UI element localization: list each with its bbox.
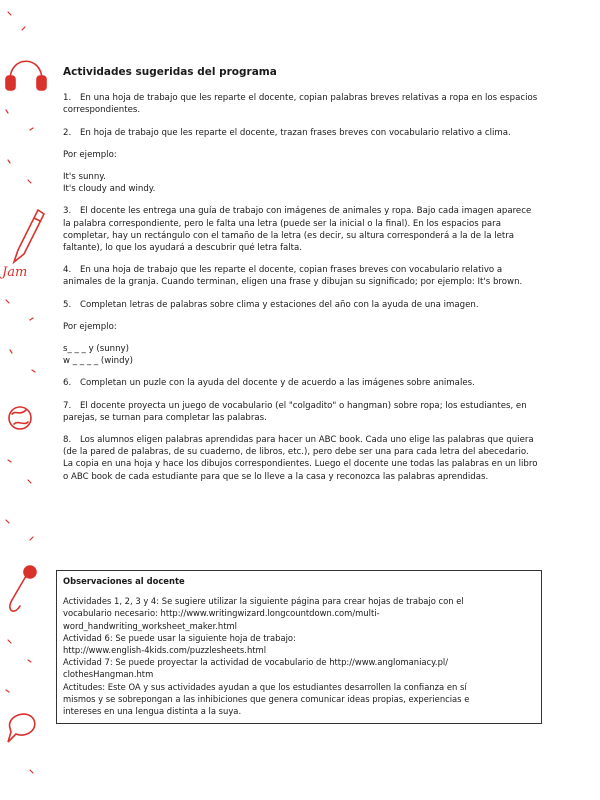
example-block <box>63 171 538 195</box>
activity-item-4: 4. En una hoja de trabajo que les reparte el docente, copian frases breves con vocabulario relativo a animales de la granja. Cuando terminan, eligen una frase y dibujan su significado; por ejemplo: It's brown. <box>63 265 523 288</box>
activity-item-8: 8. Los alumnos eligen palabras aprendidas para hacer un ABC book. Cada uno elige las palabras que quiera (de la pared de palabras, de su cuaderno, de libros, etc.), pero debe ser una para cada letra del abecedario. La copia en una hoja y hace los dibujos correspondientes. Luego el docente une todas las palabras en un libro o ABC book de cada estudiante para que se lo lleve a la casa y reconozca las palabras aprendidas. <box>63 435 538 482</box>
activities-section <box>63 66 538 493</box>
activity-item-6: 6. Completan un puzle con la ayuda del docente y de acuerdo a las imágenes sobre animales. <box>63 378 475 389</box>
example-label: Por ejemplo: <box>63 321 117 332</box>
example-line: It's sunny. <box>63 172 106 183</box>
activity-item-1: 1. En una hoja de trabajo que les reparte el docente, copian palabras breves relativas a ropa en los espacios correspondientes. <box>63 93 538 116</box>
teacher-notes-line: Actividades 1, 2, 3 y 4: Se sugiere utilizar la siguiente página para crear hojas de trabajo con el <box>63 596 464 607</box>
teacher-notes-link[interactable]: clothesHangman.htm <box>63 669 154 680</box>
example-line: It's cloudy and windy. <box>63 184 156 195</box>
pencil-icon <box>14 210 44 262</box>
activity-item-5: 5. Completan letras de palabras sobre clima y estaciones del año con la ayuda de una imagen. <box>63 299 479 310</box>
margin-handwriting: Jam <box>2 265 28 280</box>
activity-item-2: 2. En hoja de trabajo que les reparte el docente, trazan frases breves con vocabulario relativo a clima. <box>63 127 511 138</box>
speech-bubble-icon <box>8 714 35 742</box>
globe-icon <box>9 407 31 429</box>
decorative-margin <box>0 0 56 800</box>
teacher-notes-line: mismos y se sobrepongan a las inhibiciones que genera comunicar ideas propias, experiencias e <box>63 693 470 704</box>
microphone-icon <box>10 566 36 611</box>
teacher-notes-link[interactable]: Actividad 7: Se puede proyectar la actividad de vocabulario de http://www.anglomaniacy.pl/ <box>63 657 449 668</box>
activity-item-3: 3. El docente les entrega una guía de trabajo con imágenes de animales y ropa. Bajo cada imagen aparece la palabra correspondiente, pero le falta una letra (puede ser la inicial o la final). En los espacios para completar, hay un rectángulo con el tamaño de la letra (es decir, su altura corresponderá a la de la letra faltante), lo que los ayudará a descubrir qué letra falta. <box>63 206 532 254</box>
example-line: w _ _ _ _ (windy) <box>63 356 133 367</box>
activity-item-7: 7. El docente proyecta un juego de vocabulario (el "colgadito" o hangman) sobre ropa; los estudiantes, en parejas, se turnan para completar las palabras. <box>63 400 527 423</box>
example-line: s_ _ _ y (sunny) <box>63 344 129 355</box>
teacher-notes-link[interactable]: word_handwriting_worksheet_maker.html <box>63 620 237 631</box>
example-block <box>63 343 538 367</box>
teacher-notes-link[interactable]: http://www.english-4kids.com/puzzlesheets.html <box>63 645 267 656</box>
page-title: Actividades sugeridas del programa <box>63 66 277 78</box>
headphones-icon <box>6 61 46 90</box>
example-label: Por ejemplo: <box>63 149 117 160</box>
teacher-notes-link[interactable]: vocabulario necesario: http://www.writingwizard.longcountdown.com/multi- <box>63 608 380 619</box>
teacher-notes-title: Observaciones al docente <box>63 576 185 586</box>
teacher-notes-line: Actividad 6: Se puede usar la siguiente hoja de trabajo: <box>63 632 296 643</box>
teacher-notes-box <box>56 570 542 724</box>
teacher-notes-line: Actitudes: Este OA y sus actividades ayudan a que los estudiantes desarrollen la confianza en sí <box>63 681 467 692</box>
teacher-notes-line: intereses en una lengua distinta a la suya. <box>63 706 242 717</box>
